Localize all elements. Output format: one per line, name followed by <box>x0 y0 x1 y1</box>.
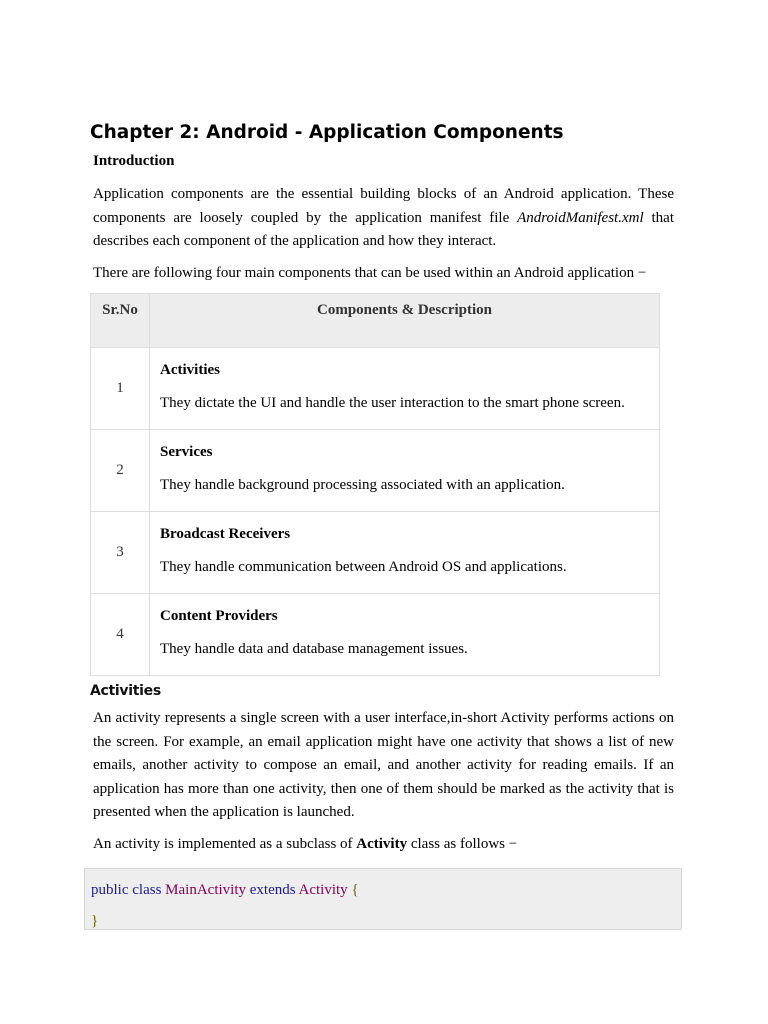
component-name: Broadcast Receivers <box>160 526 291 542</box>
open-brace: { <box>351 882 359 898</box>
chapter-title: Chapter 2: Android - Application Components <box>90 122 564 143</box>
header-sr-no: Sr.No <box>91 294 150 348</box>
keyword-class: class <box>132 882 162 898</box>
code-line-1 <box>91 875 681 906</box>
intro-text-part2: that describes each component of the application and how they interact. <box>93 209 674 249</box>
subclass-text-part2: class as follows − <box>407 836 518 852</box>
components-table <box>90 293 660 676</box>
table-header-row <box>91 294 660 348</box>
row-description-cell <box>150 348 660 430</box>
activity-subclass-paragraph <box>93 833 674 857</box>
class-name: MainActivity <box>165 882 246 898</box>
component-name: Services <box>160 444 213 460</box>
component-description: They dictate the UI and handle the user interaction to the smart phone screen. <box>160 395 625 411</box>
table-row <box>91 430 660 512</box>
intro-text-part1: Application components are the essential building blocks of an Android application. These components are loosely coupled by the application manifest file <box>93 186 674 226</box>
code-line-2 <box>91 906 681 937</box>
component-description: They handle data and database management issues. <box>160 641 468 657</box>
subclass-text-part1: An activity is implemented as a subclass of <box>93 836 357 852</box>
components-intro-paragraph: There are following four main components that can be used within an Android application − <box>93 265 647 281</box>
introduction-heading: Introduction <box>93 153 175 169</box>
row-description-cell <box>150 512 660 594</box>
component-name: Activities <box>160 362 220 378</box>
row-description-cell <box>150 430 660 512</box>
row-number: 2 <box>91 430 150 512</box>
row-description-cell <box>150 594 660 676</box>
component-description: They handle background processing associated with an application. <box>160 477 565 493</box>
keyword-public: public <box>91 882 129 898</box>
manifest-filename: AndroidManifest.xml <box>517 209 644 226</box>
activity-class-name: Activity <box>356 836 408 852</box>
component-name: Content Providers <box>160 608 278 624</box>
close-brace: } <box>91 913 99 929</box>
table-row <box>91 348 660 430</box>
keyword-extends: extends <box>249 882 296 898</box>
activities-paragraph: An activity represents a single screen with a user interface,in-short Activity performs actions on the screen. For example, an email application might have one activity that shows a list of new emails, another activity to compose an email, and another activity for reading emails. If an application has more than one activity, then one of them should be marked as the activity that is presented when the application is launched. <box>93 710 674 820</box>
component-description: They handle communication between Android OS and applications. <box>160 559 567 575</box>
table-row <box>91 594 660 676</box>
code-block <box>84 868 682 930</box>
header-components-description: Components & Description <box>150 294 660 348</box>
intro-paragraph <box>93 183 674 254</box>
table-row <box>91 512 660 594</box>
row-number: 4 <box>91 594 150 676</box>
row-number: 1 <box>91 348 150 430</box>
row-number: 3 <box>91 512 150 594</box>
parent-class-name: Activity <box>298 882 348 898</box>
activities-heading: Activities <box>90 683 161 699</box>
